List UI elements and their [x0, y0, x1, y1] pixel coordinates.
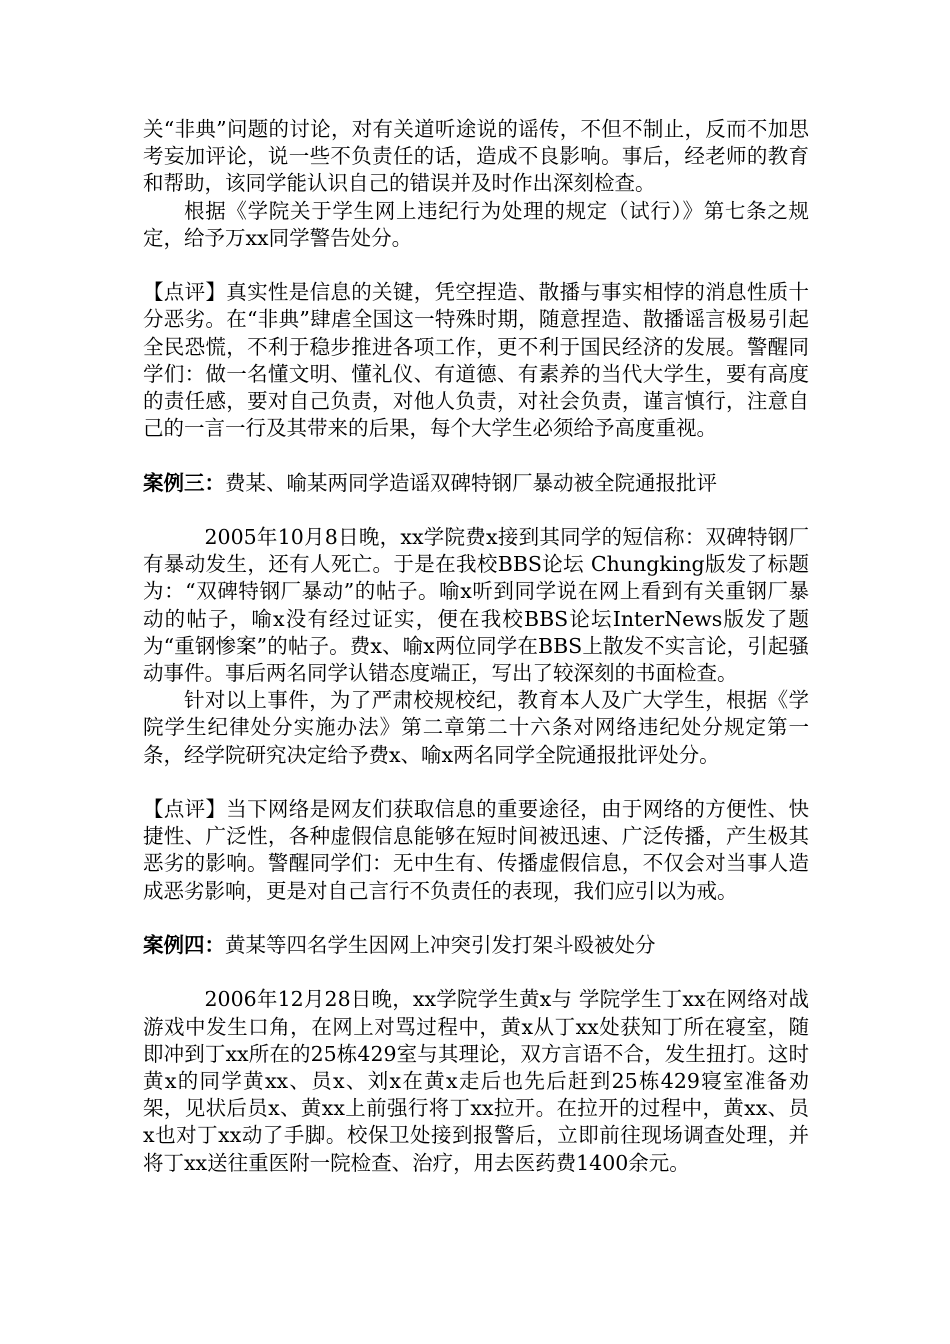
case4-heading-label: 案例四：: [143, 933, 225, 958]
case2-ruling-paragraph: 根据《学院关于学生网上违纪行为处理的规定（试行）》第七条之规定，给予万xx同学警告处分。: [143, 198, 809, 250]
paragraph-gap: [143, 497, 809, 524]
paragraph-gap: [143, 905, 809, 932]
case4-heading: [143, 932, 809, 959]
case4-heading-title: 黄某等四名学生因网上冲突引发打架斗殴被处分: [225, 933, 656, 958]
paragraph-gap: [143, 959, 809, 986]
case3-description: 2005年10月8日晚，xx学院费x接到其同学的短信称：双碑特钢厂有暴动发生，还有人死亡。于是在我校BBS论坛 Chungking版发了标题为：“双碑特钢厂暴动”的帖子。喻x听到同学说在网上看到有关重钢厂暴动的帖子，喻x没有经过证实，便在我校BBS论坛InterNews版发了题为“重钢惨案”的帖子。费x、喻x两位同学在BBS上散发不实言论，引起骚动事件。事后两名同学认错态度端正，写出了较深刻的书面检查。: [143, 525, 809, 686]
case3-heading-title: 费某、喻某两同学造谣双碑特钢厂暴动被全院通报批评: [225, 470, 717, 495]
case3-comment: 【点评】当下网络是网友们获取信息的重要途径，由于网络的方便性、快捷性、广泛性，各种虚假信息能够在短时间被迅速、广泛传播，产生极其恶劣的影响。警醒同学们：无中生有、传播虚假信息，不仅会对当事人造成恶劣影响，更是对自己言行不负责任的表现，我们应引以为戒。: [143, 797, 809, 903]
document-page: [143, 116, 809, 1177]
case4-description: 2006年12月28日晚，xx学院学生黄x与 学院学生丁xx在网络对战游戏中发生口角，在网上对骂过程中，黄x从丁xx处获知丁所在寝室，随即冲到丁xx所在的25栋429室与其理论，双方言语不合，发生扭打。这时黄x的同学黄xx、员x、刘x在黄x走后也先后赶到25栋429寝室准备劝架，见状后员x、黄xx上前强行将丁xx拉开。在拉开的过程中，黄xx、员x也对丁xx动了手脚。校保卫处接到报警后，立即前往现场调查处理，并将丁xx送往重医附一院检查、治疗，用去医药费1400余元。: [143, 987, 809, 1175]
paragraph-gap: [143, 252, 809, 279]
paragraph-gap: [143, 769, 809, 796]
paragraph-gap: [143, 442, 809, 469]
case3-ruling-paragraph: 针对以上事件，为了严肃校规校纪，教育本人及广大学生，根据《学院学生纪律处分实施办法》第二章第二十六条对网络违纪处分规定第一条，经学院研究决定给予费x、喻x两名同学全院通报批评处分。: [143, 688, 809, 767]
case2-paragraph-continued: 关“非典”问题的讨论，对有关道听途说的谣传，不但不制止，反而不加思考妄加评论，说一些不负责任的话，造成不良影响。事后，经老师的教育和帮助，该同学能认识自己的错误并及时作出深刻检查。: [143, 117, 809, 196]
case2-comment: 【点评】真实性是信息的关键，凭空捏造、散播与事实相悖的消息性质十分恶劣。在“非典”肆虐全国这一特殊时期，随意捏造、散播谣言极易引起全民恐慌，不利于稳步推进各项工作，更不利于国民经济的发展。警醒同学们：做一名懂文明、懂礼仪、有道德、有素养的当代大学生，要有高度的责任感，要对自己负责，对他人负责，对社会负责，谨言慎行，注意自己的一言一行及其带来的后果，每个大学生必须给予高度重视。: [143, 280, 809, 441]
case3-heading: [143, 470, 809, 497]
case3-heading-label: 案例三：: [143, 470, 225, 495]
